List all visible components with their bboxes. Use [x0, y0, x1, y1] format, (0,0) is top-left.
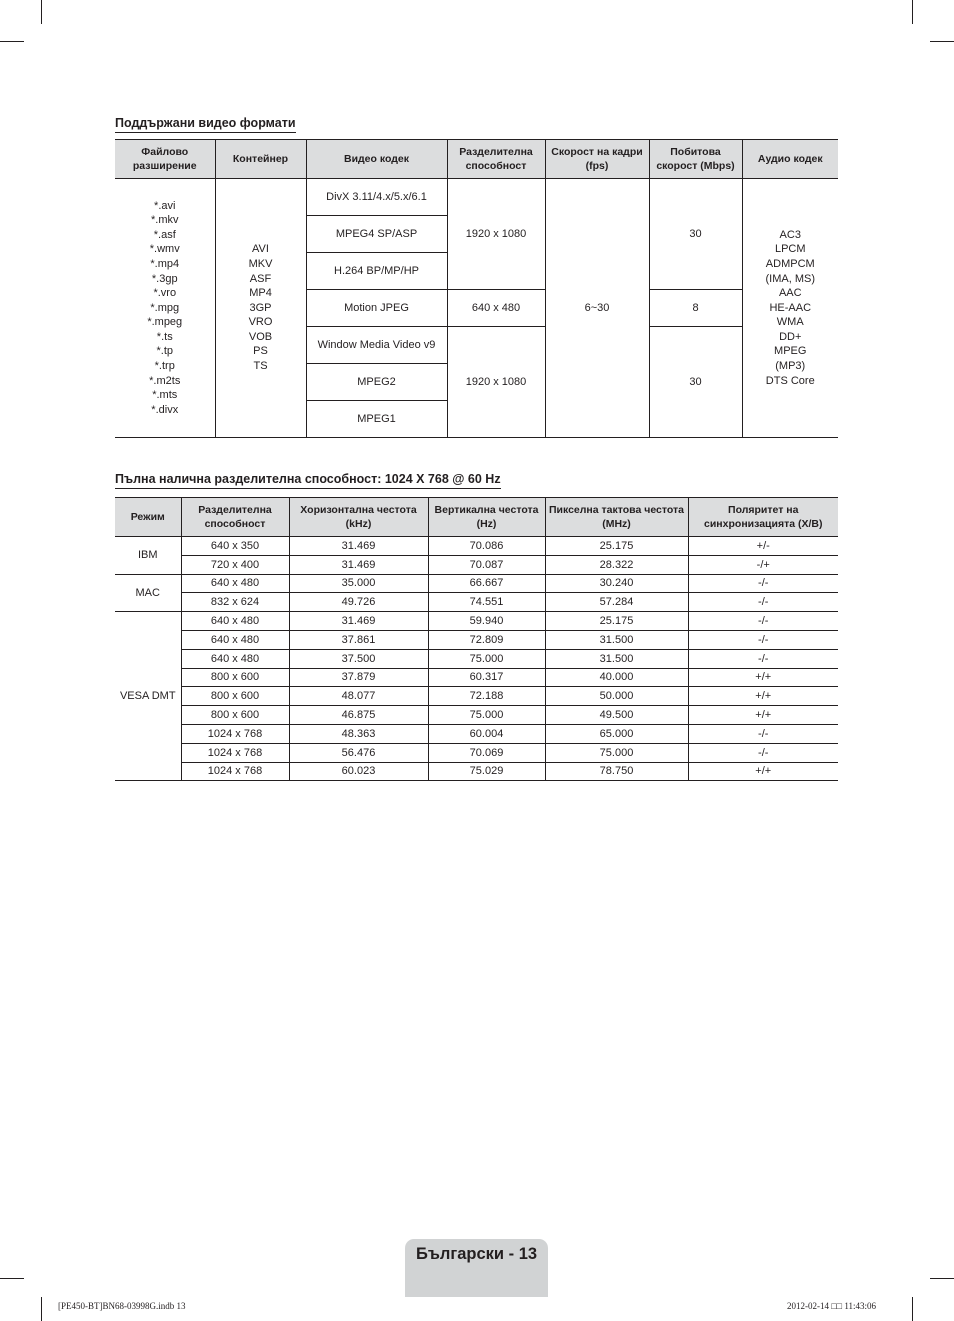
extension-item: *.mpg — [150, 301, 180, 314]
codec-cell: H.264 BP/MP/HP — [306, 253, 447, 290]
table-row — [115, 706, 838, 725]
crop-mark — [41, 1297, 42, 1321]
resolution-table-header — [115, 498, 838, 537]
crop-mark — [912, 1297, 913, 1321]
horizontal-frequency-cell: 31.469 — [289, 612, 428, 631]
vertical-frequency-cell: 75.029 — [428, 762, 545, 781]
audio-codec-item: MPEG — [774, 345, 807, 358]
bitrate-cell: 30 — [649, 327, 742, 438]
audio-codec-item: AC3 — [779, 228, 801, 241]
resolution-cell: 640 x 480 — [181, 630, 289, 649]
frame-rate-cell: 6~30 — [545, 179, 649, 438]
header-container: Контейнер — [215, 140, 306, 179]
crop-mark — [930, 41, 954, 42]
pixel-clock-cell: 49.500 — [545, 706, 688, 725]
extension-item: *.m2ts — [149, 374, 181, 387]
resolution-cell: 800 x 600 — [181, 687, 289, 706]
table-row — [115, 179, 838, 216]
horizontal-frequency-cell: 46.875 — [289, 706, 428, 725]
header-resolution: Разделителна способност — [181, 498, 289, 537]
codec-cell: MPEG1 — [306, 401, 447, 438]
vertical-frequency-cell: 66.667 — [428, 574, 545, 593]
vertical-frequency-cell: 74.551 — [428, 593, 545, 612]
codec-cell: MPEG4 SP/ASP — [306, 216, 447, 253]
video-formats-table — [115, 139, 838, 438]
table-row — [115, 555, 838, 574]
resolution-cell: 1920 x 1080 — [447, 179, 545, 290]
extension-item: *.mpeg — [147, 316, 183, 329]
resolution-cell: 1024 x 768 — [181, 743, 289, 762]
table-row — [115, 630, 838, 649]
extension-item: *.vro — [153, 287, 177, 300]
pixel-clock-cell: 75.000 — [545, 743, 688, 762]
codec-cell: MPEG2 — [306, 364, 447, 401]
extension-item: *.tp — [156, 345, 173, 358]
header-extension: Файлово разширение — [115, 140, 215, 179]
horizontal-frequency-cell: 37.500 — [289, 649, 428, 668]
mode-cell: MAC — [115, 574, 181, 612]
vertical-frequency-cell: 70.087 — [428, 555, 545, 574]
pixel-clock-cell: 65.000 — [545, 724, 688, 743]
pixel-clock-cell: 57.284 — [545, 593, 688, 612]
extension-item: *.asf — [153, 228, 176, 241]
vertical-frequency-cell: 59.940 — [428, 612, 545, 631]
resolution-cell: 640 x 350 — [181, 537, 289, 556]
resolution-title: Пълна налична разделителна способност: 1024 X 768 @ 60 Hz — [115, 472, 501, 489]
print-timestamp: 2012-02-14 □□ 11:43:06 — [787, 1301, 877, 1311]
polarity-cell: -/- — [688, 593, 838, 612]
bitrate-cell: 8 — [649, 290, 742, 327]
resolution-cell: 832 x 624 — [181, 593, 289, 612]
resolution-cell: 640 x 480 — [181, 649, 289, 668]
audio-codec-item: HE-AAC — [769, 301, 812, 314]
audio-codec-item: LPCM — [774, 243, 806, 256]
polarity-cell: -/- — [688, 630, 838, 649]
horizontal-frequency-cell: 48.363 — [289, 724, 428, 743]
header-video-codec: Видео кодек — [306, 140, 447, 179]
polarity-cell: -/- — [688, 743, 838, 762]
header-resolution: Разделителна способност — [447, 140, 545, 179]
audio-codec-item: (IMA, MS) — [765, 272, 815, 285]
resolution-cell: 1920 x 1080 — [447, 327, 545, 438]
table-row — [115, 612, 838, 631]
horizontal-frequency-cell: 49.726 — [289, 593, 428, 612]
crop-mark — [930, 1278, 954, 1279]
resolution-cell: 640 x 480 — [181, 574, 289, 593]
table-row — [115, 593, 838, 612]
resolution-cell: 720 x 400 — [181, 555, 289, 574]
container-item: MKV — [248, 257, 273, 270]
horizontal-frequency-cell: 56.476 — [289, 743, 428, 762]
polarity-cell: +/+ — [688, 687, 838, 706]
extension-item: *.trp — [154, 360, 175, 373]
container-item: VRO — [248, 316, 273, 329]
pixel-clock-cell: 25.175 — [545, 612, 688, 631]
table-row — [115, 537, 838, 556]
resolution-cell: 800 x 600 — [181, 706, 289, 725]
resolution-cell: 640 x 480 — [181, 612, 289, 631]
audio-codec-item: DD+ — [779, 330, 802, 343]
audio-codec-item: DTS Core — [765, 374, 815, 387]
pixel-clock-cell: 31.500 — [545, 649, 688, 668]
vertical-frequency-cell: 72.809 — [428, 630, 545, 649]
resolution-cell: 1024 x 768 — [181, 724, 289, 743]
polarity-cell: +/- — [688, 537, 838, 556]
crop-mark — [41, 0, 42, 24]
crop-mark — [912, 0, 913, 24]
resolution-table — [115, 497, 838, 781]
pixel-clock-cell: 50.000 — [545, 687, 688, 706]
audio-codec-item: (MP3) — [775, 360, 806, 373]
horizontal-frequency-cell: 37.861 — [289, 630, 428, 649]
horizontal-frequency-cell: 35.000 — [289, 574, 428, 593]
polarity-cell: -/- — [688, 649, 838, 668]
polarity-cell: -/+ — [688, 555, 838, 574]
vertical-frequency-cell: 75.000 — [428, 706, 545, 725]
horizontal-frequency-cell: 60.023 — [289, 762, 428, 781]
crop-mark — [0, 41, 24, 42]
table-row — [115, 668, 838, 687]
polarity-cell: +/+ — [688, 762, 838, 781]
resolution-cell: 800 x 600 — [181, 668, 289, 687]
extension-item: *.mts — [152, 389, 178, 402]
container-item: TS — [253, 360, 268, 373]
extension-item: *.wmv — [149, 243, 180, 256]
header-bitrate: Побитова скорост (Mbps) — [649, 140, 742, 179]
polarity-cell: +/+ — [688, 706, 838, 725]
header-sync-polarity: Поляритет на синхронизацията (Х/В) — [688, 498, 838, 537]
crop-mark — [0, 1278, 24, 1279]
header-frame-rate: Скорост на кадри (fps) — [545, 140, 649, 179]
containers-cell — [215, 179, 306, 438]
vertical-frequency-cell: 70.069 — [428, 743, 545, 762]
container-item: AVI — [252, 243, 269, 256]
header-pixel-clock: Пикселна тактова честота (MHz) — [545, 498, 688, 537]
table-row — [115, 649, 838, 668]
mode-cell: IBM — [115, 537, 181, 575]
pixel-clock-cell: 40.000 — [545, 668, 688, 687]
container-item: PS — [253, 345, 268, 358]
extension-item: *.avi — [154, 199, 176, 212]
table-row — [115, 743, 838, 762]
extension-item: *.mkv — [151, 214, 179, 227]
bitrate-cell: 30 — [649, 179, 742, 290]
pixel-clock-cell: 78.750 — [545, 762, 688, 781]
horizontal-frequency-cell: 31.469 — [289, 537, 428, 556]
resolution-cell: 640 x 480 — [447, 290, 545, 327]
codec-cell: Motion JPEG — [306, 290, 447, 327]
video-formats-title: Поддържани видео формати — [115, 116, 296, 133]
audio-codec-item: WMA — [776, 316, 804, 329]
horizontal-frequency-cell: 37.879 — [289, 668, 428, 687]
horizontal-frequency-cell: 31.469 — [289, 555, 428, 574]
pixel-clock-cell: 25.175 — [545, 537, 688, 556]
extension-item: *.3gp — [151, 272, 178, 285]
vertical-frequency-cell: 72.188 — [428, 687, 545, 706]
extensions-cell — [115, 179, 215, 438]
pixel-clock-cell: 30.240 — [545, 574, 688, 593]
container-item: 3GP — [249, 301, 272, 314]
polarity-cell: -/- — [688, 612, 838, 631]
container-item: MP4 — [249, 287, 272, 300]
header-horizontal-frequency: Хоризонтална честота (kHz) — [289, 498, 428, 537]
codec-cell: Window Media Video v9 — [306, 327, 447, 364]
table-row — [115, 724, 838, 743]
container-item: VOB — [248, 330, 273, 343]
extension-item: *.mp4 — [150, 257, 180, 270]
audio-codec-item: AAC — [778, 287, 802, 300]
polarity-cell: -/- — [688, 574, 838, 593]
file-info: [PE450-BT]BN68-03998G.indb 13 — [58, 1301, 186, 1311]
page-label: Български - 13 — [415, 1245, 538, 1263]
extension-item: *.ts — [156, 330, 173, 343]
header-mode: Режим — [115, 498, 181, 537]
page-number-badge — [405, 1239, 548, 1297]
vertical-frequency-cell: 70.086 — [428, 537, 545, 556]
audio-codec-item: ADMPCM — [765, 257, 815, 270]
audio-codecs-cell — [742, 179, 838, 438]
container-item: ASF — [249, 272, 272, 285]
header-audio-codec: Аудио кодек — [742, 140, 838, 179]
video-table-header — [115, 140, 838, 179]
vertical-frequency-cell: 60.317 — [428, 668, 545, 687]
pixel-clock-cell: 31.500 — [545, 630, 688, 649]
polarity-cell: -/- — [688, 724, 838, 743]
vertical-frequency-cell: 75.000 — [428, 649, 545, 668]
table-row — [115, 574, 838, 593]
mode-cell: VESA DMT — [115, 612, 181, 781]
polarity-cell: +/+ — [688, 668, 838, 687]
table-row — [115, 687, 838, 706]
horizontal-frequency-cell: 48.077 — [289, 687, 428, 706]
extension-item: *.divx — [151, 403, 179, 416]
vertical-frequency-cell: 60.004 — [428, 724, 545, 743]
codec-cell: DivX 3.11/4.x/5.x/6.1 — [306, 179, 447, 216]
pixel-clock-cell: 28.322 — [545, 555, 688, 574]
resolution-cell: 1024 x 768 — [181, 762, 289, 781]
header-vertical-frequency: Вертикална честота (Hz) — [428, 498, 545, 537]
table-row — [115, 762, 838, 781]
